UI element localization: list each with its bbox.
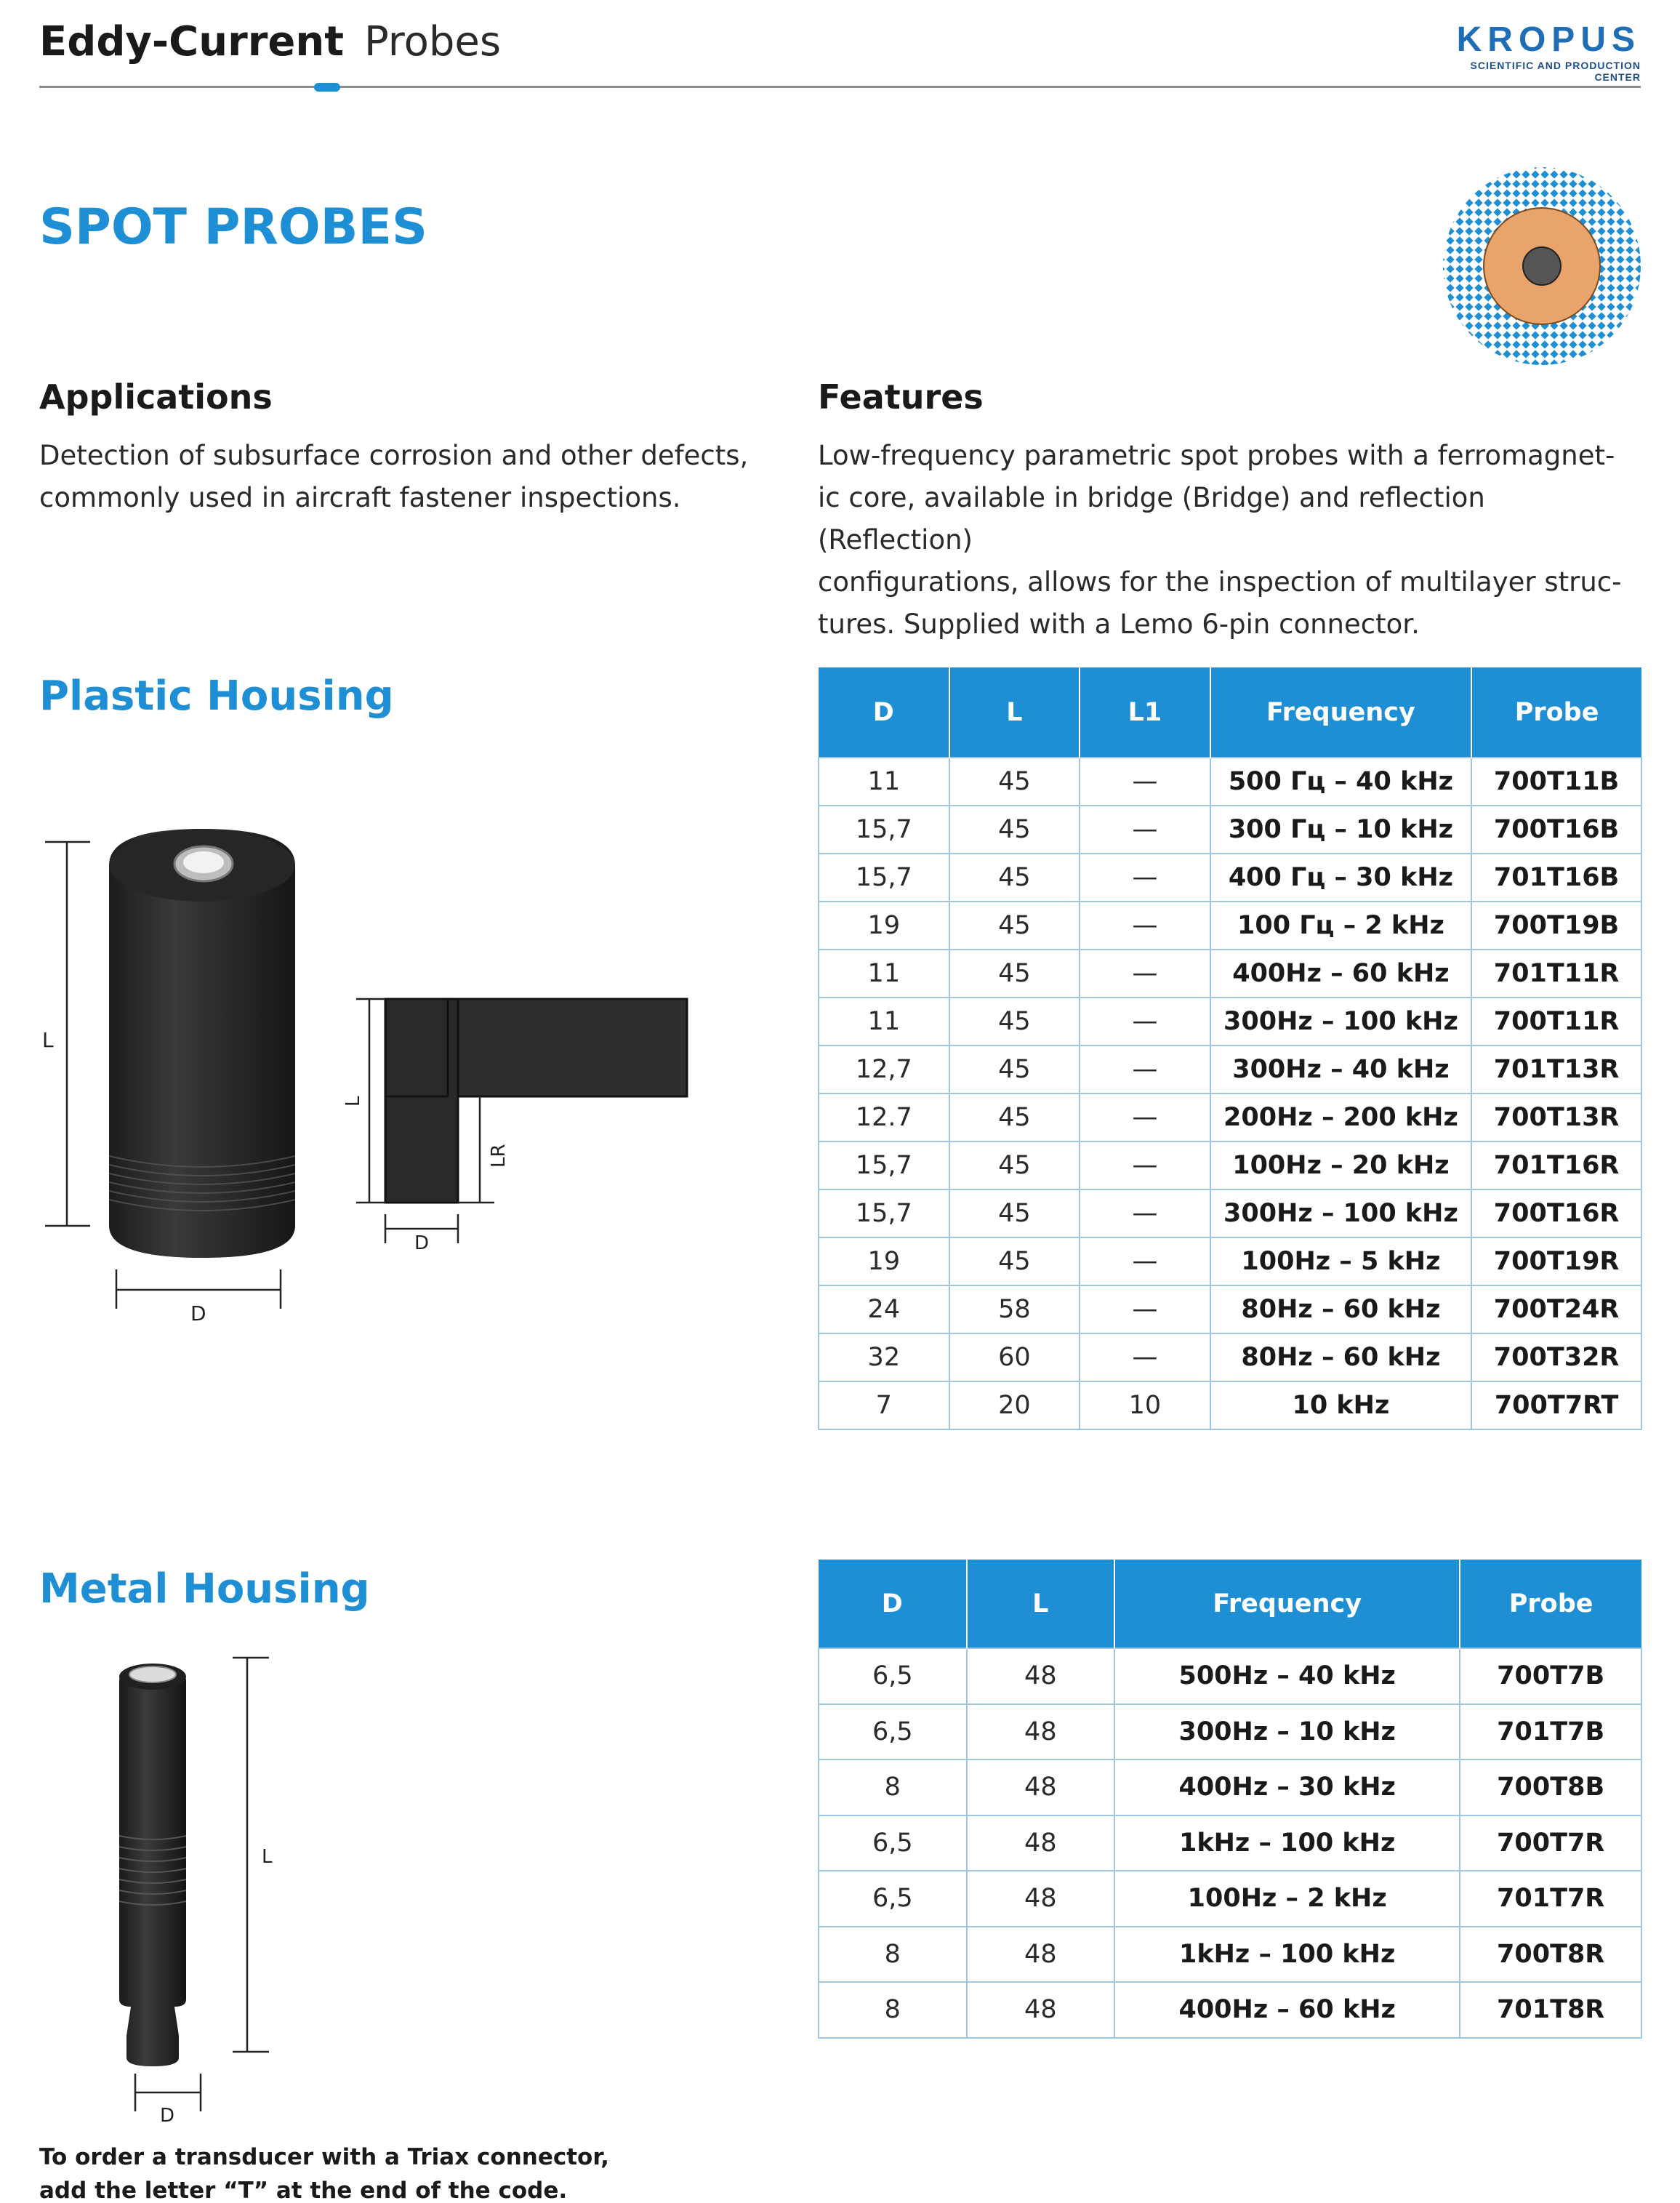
table-cell: 6,5 [819,1871,967,1927]
table-cell: 700T7B [1460,1648,1641,1704]
table-cell: 701T7B [1460,1704,1641,1760]
company-logo [1430,22,1641,83]
table-row [819,1871,1641,1927]
column-header: Probe [1471,667,1641,758]
table-cell: 19 [819,902,949,950]
plastic-housing-heading: Plastic Housing [39,673,394,720]
table-row [819,1285,1641,1333]
features-line: tures. Supplied with a Lemo 6-pin connector. [818,609,1420,640]
table-cell: 701T11R [1471,950,1641,998]
plastic-probes-table [818,667,1642,1430]
table-cell: 24 [819,1285,949,1333]
table-cell: — [1080,1094,1210,1141]
table-cell: 45 [949,1237,1080,1285]
table-cell: 60 [949,1333,1080,1381]
applications-line: commonly used in aircraft fastener inspections. [39,482,681,513]
header-divider [39,86,1641,88]
table-cell: — [1080,950,1210,998]
table-cell: 700T16B [1471,806,1641,854]
table-row [819,1189,1641,1237]
table-cell: 400Hz – 60 kHz [1114,1982,1460,2038]
table-cell: 45 [949,758,1080,806]
features-text [818,435,1647,646]
table-row [819,950,1641,998]
table-cell: — [1080,1141,1210,1189]
table-cell: 45 [949,1189,1080,1237]
table-cell: 45 [949,902,1080,950]
table-row [819,806,1641,854]
table-cell: 700T19R [1471,1237,1641,1285]
table-cell: 10 [1080,1381,1210,1429]
table-cell: 700T32R [1471,1333,1641,1381]
column-header: L [967,1560,1115,1648]
table-row [819,1815,1641,1871]
label-D-metal: D [160,2105,175,2127]
table-cell: 19 [819,1237,949,1285]
table-cell: — [1080,1046,1210,1094]
table-cell: 8 [819,1759,967,1815]
table-row [819,854,1641,902]
table-cell: — [1080,806,1210,854]
metal-housing-heading: Metal Housing [39,1565,370,1613]
features-line: configurations, allows for the inspection of multilayer struc- [818,566,1622,598]
table-cell: 48 [967,1815,1115,1871]
table-cell: 701T13R [1471,1046,1641,1094]
table-cell: 300Hz – 100 kHz [1210,998,1471,1046]
table-row [819,1094,1641,1141]
table-row [819,902,1641,950]
applications-text [39,435,766,519]
table-cell: 300Hz – 100 kHz [1210,1189,1471,1237]
header-title-light: Probes [364,18,502,65]
table-cell: 15,7 [819,806,949,854]
table-cell: 80Hz – 60 kHz [1210,1333,1471,1381]
dimension-D-cylinder [116,1269,281,1309]
table-cell: 700T8B [1460,1759,1641,1815]
table-cell: 12,7 [819,1046,949,1094]
table-row [819,1704,1641,1760]
table-cell: — [1080,1333,1210,1381]
table-cell: 45 [949,1141,1080,1189]
table-cell: 200Hz – 200 kHz [1210,1094,1471,1141]
table-cell: 701T7R [1460,1871,1641,1927]
table-row [819,1141,1641,1189]
dimension-angle [356,999,494,1243]
table-header-row [819,1560,1641,1648]
table-cell: 45 [949,854,1080,902]
metal-probes-table [818,1560,1642,2039]
table-cell: 6,5 [819,1815,967,1871]
dimension-metal [135,1658,269,2111]
table-cell: 300Hz – 10 kHz [1114,1704,1460,1760]
table-cell: 100Hz – 20 kHz [1210,1141,1471,1189]
table-row [819,998,1641,1046]
table-cell: 48 [967,1759,1115,1815]
table-cell: 700T19B [1471,902,1641,950]
table-cell: 701T8R [1460,1982,1641,2038]
table-cell: 11 [819,758,949,806]
metal-probe-body [119,1664,186,2066]
table-cell: 45 [949,998,1080,1046]
label-L-cylinder: L [42,1028,54,1052]
table-cell: 400Hz – 60 kHz [1210,950,1471,998]
table-cell: 500Hz – 40 kHz [1114,1648,1460,1704]
table-cell: 6,5 [819,1704,967,1760]
table-row [819,758,1641,806]
applications-line: Detection of subsurface corrosion and other defects, [39,440,749,471]
order-note-line: To order a transducer with a Triax connector, [39,2144,609,2170]
order-note-line: add the letter “T” at the end of the code. [39,2178,568,2203]
label-D-angle: D [414,1232,430,1254]
features-heading: Features [818,377,984,417]
header-accent-marker [314,83,340,92]
table-cell: 400 Гц – 30 kHz [1210,854,1471,902]
table-cell: 1kHz – 100 kHz [1114,1815,1460,1871]
table-cell: 700T8R [1460,1927,1641,1983]
applications-heading: Applications [39,377,273,417]
table-cell: 45 [949,950,1080,998]
features-line: ic core, available in bridge (Bridge) and reflection (Reflection) [818,482,1485,555]
table-cell: 12.7 [819,1094,949,1141]
table-cell: 100 Гц – 2 kHz [1210,902,1471,950]
table-row [819,1759,1641,1815]
table-cell: 700T11B [1471,758,1641,806]
label-LR-angle: LR [488,1144,510,1168]
dimension-L-cylinder [45,842,90,1226]
table-cell: 20 [949,1381,1080,1429]
table-cell: — [1080,1285,1210,1333]
table-cell: 15,7 [819,1141,949,1189]
table-cell: 701T16B [1471,854,1641,902]
table-cell: — [1080,1237,1210,1285]
column-header: Frequency [1114,1560,1460,1648]
table-header-row [819,667,1641,758]
table-cell: 10 kHz [1210,1381,1471,1429]
table-cell: 48 [967,1704,1115,1760]
table-cell: — [1080,902,1210,950]
order-note [39,2140,694,2203]
table-cell: 8 [819,1982,967,2038]
table-row [819,1381,1641,1429]
table-cell: — [1080,1189,1210,1237]
table-cell: 300Hz – 40 kHz [1210,1046,1471,1094]
table-cell: 15,7 [819,854,949,902]
label-L-angle: L [342,1096,364,1107]
column-header: Probe [1460,1560,1641,1648]
logo-subtitle: SCIENTIFIC AND PRODUCTION CENTER [1470,60,1641,83]
page-title: SPOT PROBES [39,198,427,256]
table-cell: 45 [949,806,1080,854]
table-cell: 1kHz – 100 kHz [1114,1927,1460,1983]
table-cell: 7 [819,1381,949,1429]
table-cell: 32 [819,1333,949,1381]
features-line: Low-frequency parametric spot probes with a ferromagnet- [818,440,1615,471]
table-cell: 701T16R [1471,1141,1641,1189]
column-header: Frequency [1210,667,1471,758]
angle-probe-body [385,999,687,1203]
column-header: L [949,667,1080,758]
table-row [819,1237,1641,1285]
table-cell: 58 [949,1285,1080,1333]
table-cell: 400Hz – 30 kHz [1114,1759,1460,1815]
table-cell: 15,7 [819,1189,949,1237]
table-cell: — [1080,998,1210,1046]
table-cell: 700T7R [1460,1815,1641,1871]
table-cell: 11 [819,950,949,998]
table-cell: 500 Гц – 40 kHz [1210,758,1471,806]
table-cell: 11 [819,998,949,1046]
table-cell: 45 [949,1094,1080,1141]
table-cell: 700T7RT [1471,1381,1641,1429]
table-cell: 48 [967,1982,1115,2038]
table-cell: 80Hz – 60 kHz [1210,1285,1471,1333]
column-header: D [819,1560,967,1648]
table-cell: 48 [967,1927,1115,1983]
column-header: D [819,667,949,758]
table-cell: 700T13R [1471,1094,1641,1141]
table-cell: 100Hz – 2 kHz [1114,1871,1460,1927]
table-cell: 300 Гц – 10 kHz [1210,806,1471,854]
table-row [819,1927,1641,1983]
table-cell: 700T11R [1471,998,1641,1046]
table-cell: 48 [967,1871,1115,1927]
table-row [819,1333,1641,1381]
table-row [819,1648,1641,1704]
table-cell: — [1080,854,1210,902]
table-cell: 8 [819,1927,967,1983]
column-header: L1 [1080,667,1210,758]
label-D-cylinder: D [190,1301,206,1325]
table-cell: 700T24R [1471,1285,1641,1333]
table-row [819,1982,1641,2038]
header-title-bold: Eddy-Current [39,18,344,65]
table-row [819,1046,1641,1094]
table-cell: 700T16R [1471,1189,1641,1237]
logo-wordmark: KROPUS [1456,20,1641,59]
table-cell: 100Hz – 5 kHz [1210,1237,1471,1285]
table-cell: 48 [967,1648,1115,1704]
table-cell: — [1080,758,1210,806]
label-L-metal: L [262,1846,273,1868]
table-cell: 45 [949,1046,1080,1094]
table-cell: 6,5 [819,1648,967,1704]
header-title [39,16,501,68]
